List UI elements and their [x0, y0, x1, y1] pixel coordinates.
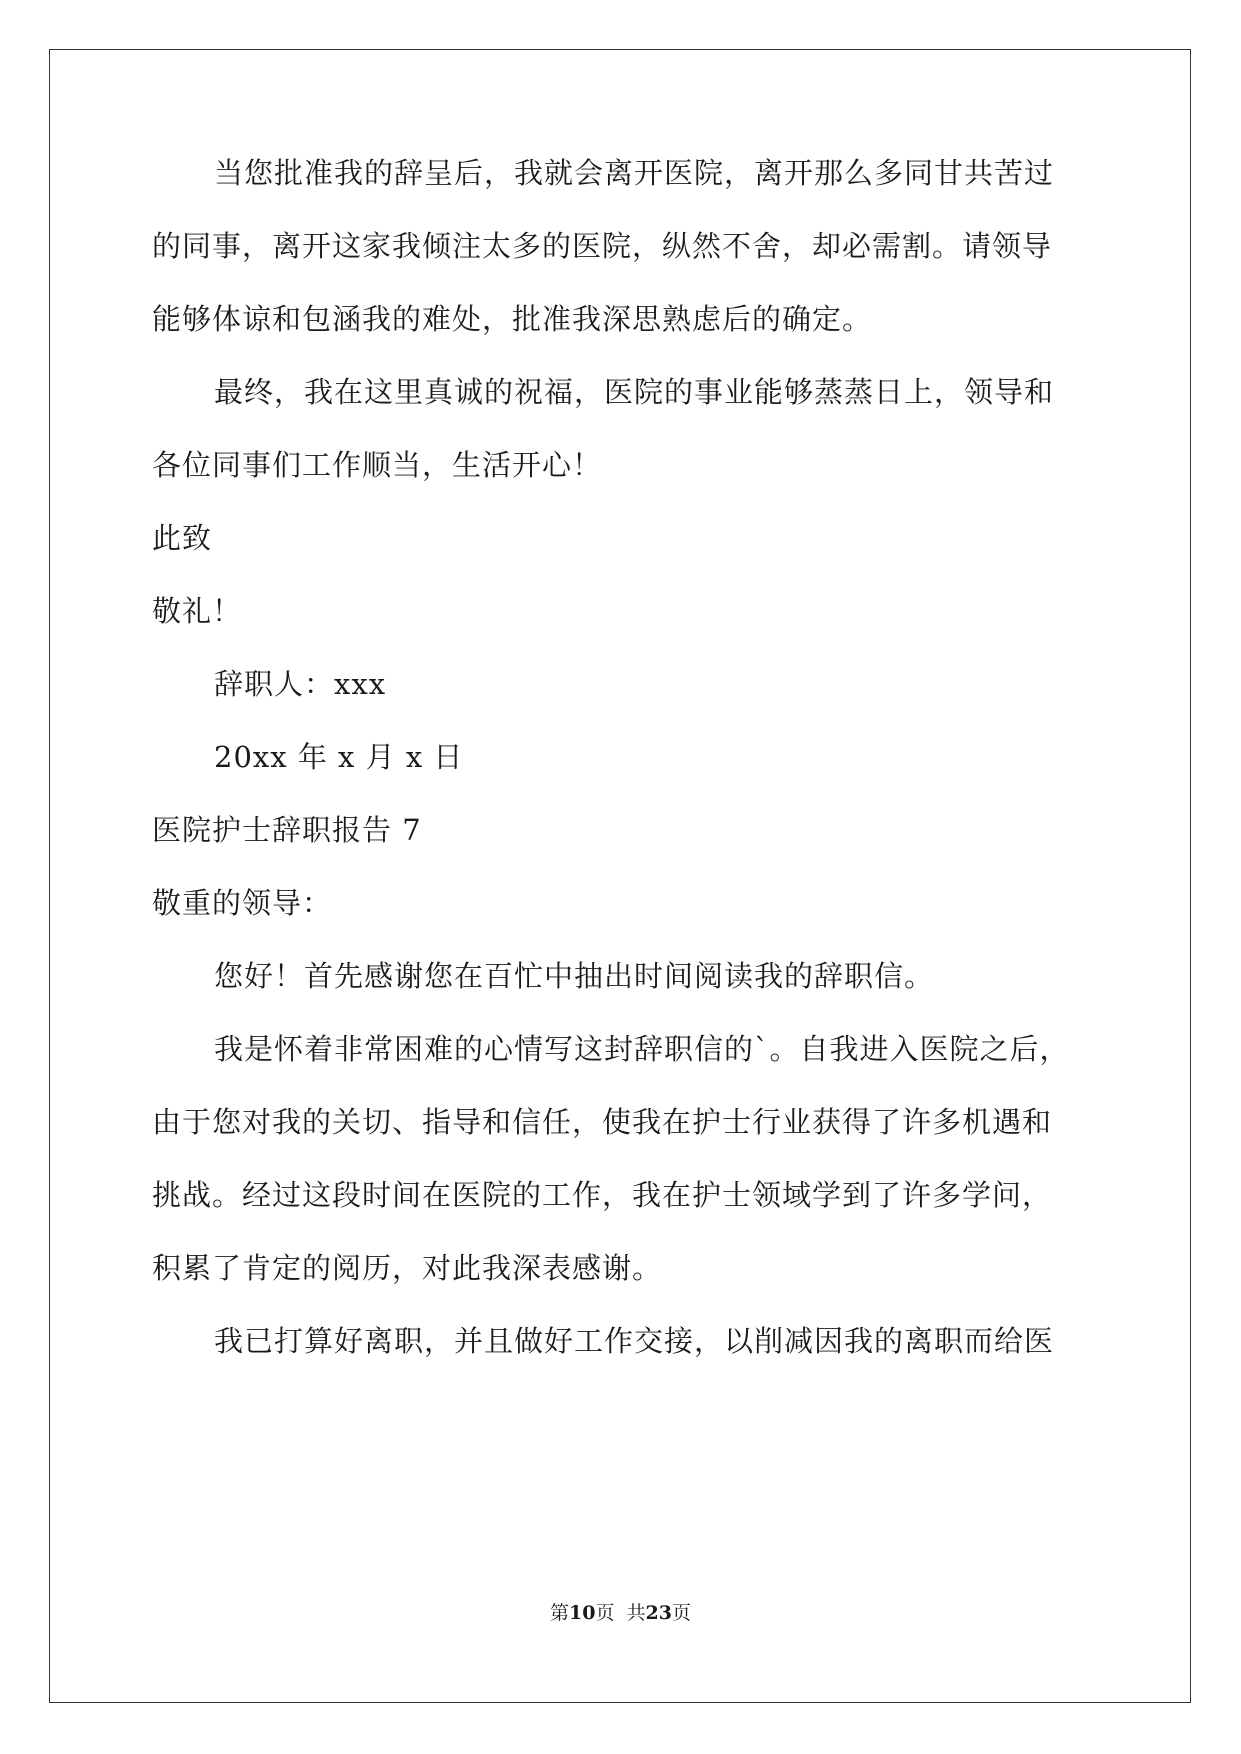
paragraph-line: 的同事，离开这家我倾注太多的医院，纵然不舍，却必需割。请领导 — [152, 229, 1053, 263]
current-page-number: 10 — [569, 1602, 596, 1624]
paragraph-line: 您好！首先感谢您在百忙中抽出时间阅读我的辞职信。 — [214, 959, 935, 993]
paragraph-line: 挑战。经过这段时间在医院的工作，我在护士领域学到了许多学问， — [152, 1178, 1053, 1212]
paragraph-line: 积累了肯定的阅历，对此我深表感谢。 — [152, 1251, 663, 1285]
paragraph-line: 由于您对我的关切、指导和信任，使我在护士行业获得了许多机遇和 — [152, 1105, 1053, 1139]
total-page-number: 23 — [645, 1602, 672, 1624]
page-border — [49, 49, 1191, 1703]
signature-line: 辞职人：xxx — [214, 667, 387, 701]
section-heading: 医院护士辞职报告 7 — [152, 813, 422, 847]
page-footer — [0, 1601, 1241, 1625]
paragraph-line: 能够体谅和包涵我的难处，批准我深思熟虑后的确定。 — [152, 302, 873, 336]
paragraph-line: 各位同事们工作顺当，生活开心！ — [152, 448, 603, 482]
footer-suffix: 页 — [672, 1602, 692, 1624]
paragraph-line: 我是怀着非常困难的心情写这封辞职信的`。自我进入医院之后， — [214, 1032, 1070, 1066]
greeting-line: 敬重的领导： — [152, 886, 333, 920]
paragraph-line: 当您批准我的辞呈后，我就会离开医院，离开那么多同甘共苦过 — [214, 156, 1055, 190]
closing-salutation: 此致 — [152, 521, 213, 555]
date-line: 20xx 年 x 月 x 日 — [214, 740, 464, 774]
paragraph-line: 我已打算好离职，并且做好工作交接，以削减因我的离职而给医 — [214, 1324, 1055, 1358]
footer-prefix: 第 — [549, 1602, 569, 1624]
footer-middle: 页 共 — [595, 1602, 646, 1624]
closing-regards: 敬礼！ — [152, 594, 243, 628]
paragraph-line: 最终，我在这里真诚的祝福，医院的事业能够蒸蒸日上，领导和 — [214, 375, 1055, 409]
